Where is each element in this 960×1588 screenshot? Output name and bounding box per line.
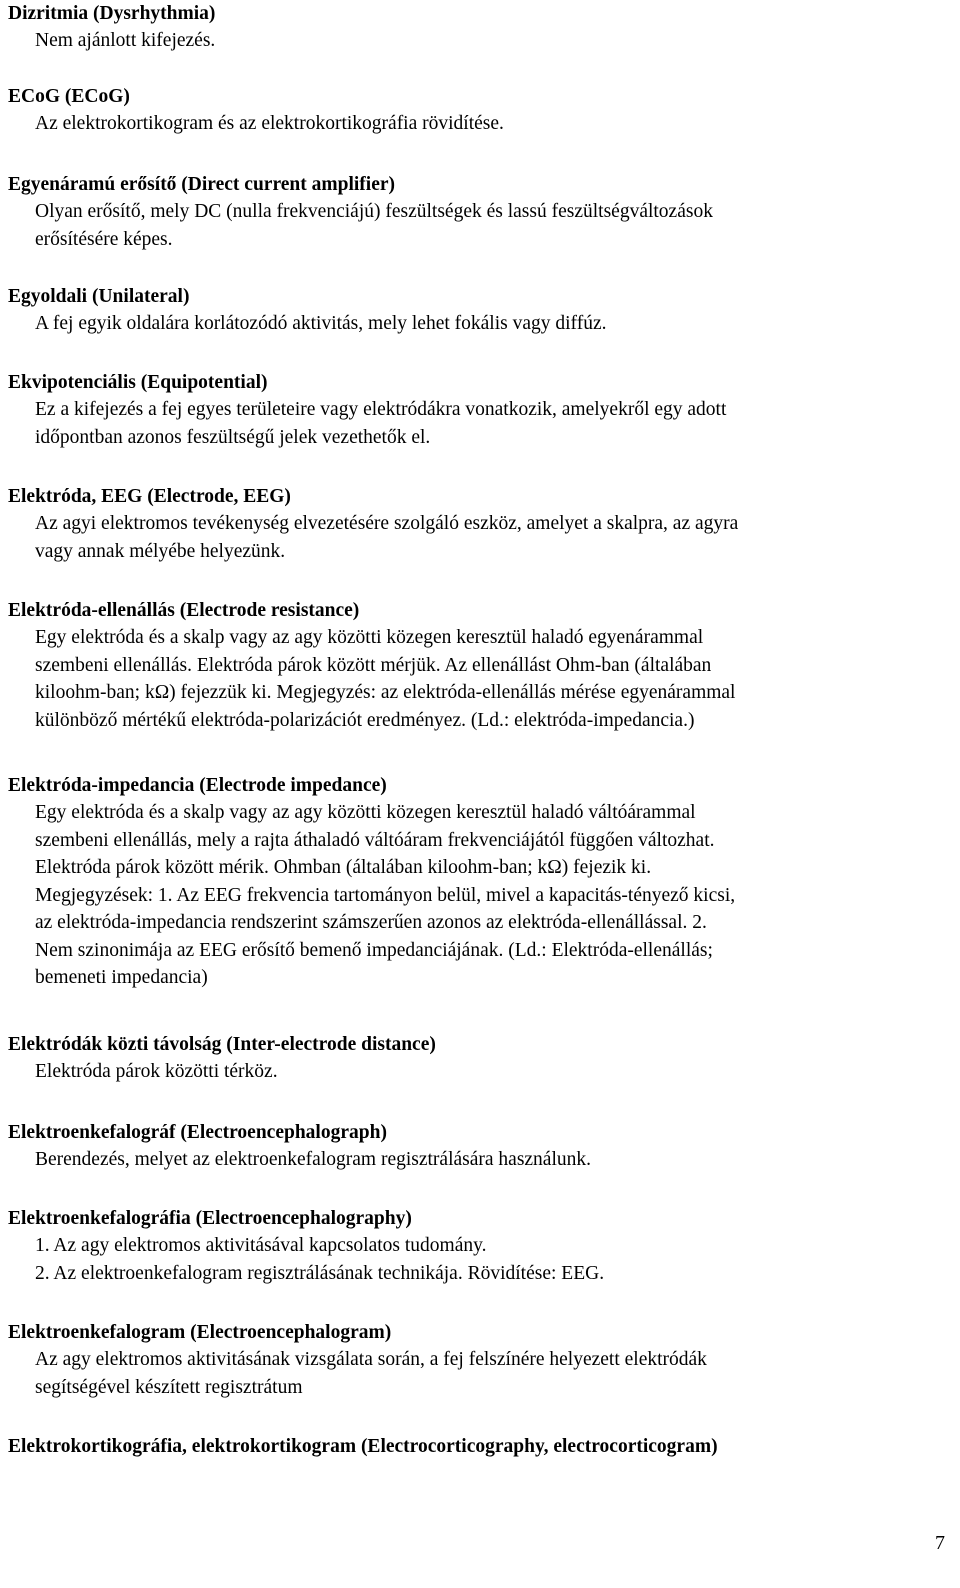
glossary-definition [35,799,735,992]
definition-line: Az elektrokortikogram és az elektrokortikográfia rövidítése. [35,113,504,134]
definition-line: Nem szinonimája az EEG erősítő bemenő impedanciájának. (Ld.: Elektróda-ellenállás; [35,939,713,961]
glossary-definition [35,510,738,565]
glossary-entry [8,483,738,565]
glossary-term: Elektroenkefalográf (Electroencephalograph) [8,1122,387,1143]
glossary-entry [8,0,215,55]
definition-line: Nem ajánlott kifejezés. [35,30,216,51]
glossary-term: Egyenáramú erősítő (Direct current amplifier) [8,174,396,195]
glossary-definition [35,1058,436,1086]
glossary-term: Elektróda-ellenállás (Electrode resistance) [8,600,360,621]
glossary-term: ECoG (ECoG) [8,86,130,107]
glossary-entry [8,171,713,253]
definition-line: 1. Az agy elektromos aktivitásával kapcsolatos tudomány. [35,1235,487,1256]
glossary-term: Elektródák közti távolság (Inter-electrode distance) [8,1034,436,1055]
definition-line: A fej egyik oldalára korlátozódó aktivitás, mely lehet fokális vagy diffúz. [35,313,607,334]
glossary-entry [8,1119,591,1174]
glossary-term: Egyoldali (Unilateral) [8,286,190,307]
glossary-term: Elektroenkefalogram (Electroencephalogram) [8,1322,392,1343]
definition-line: időpontban azonos feszültségű jelek vezethetők el. [35,426,431,448]
glossary-definition [35,27,215,55]
glossary-definition [35,198,713,253]
definition-line: 2. Az elektroenkefalogram regisztrálásának technikája. Rövidítése: EEG. [35,1262,605,1284]
definition-line: vagy annak mélyébe helyezünk. [35,540,286,562]
glossary-definition [35,1146,591,1174]
glossary-term: Elektrokortikográfia, elektrokortikogram (Electrocorticography, electrocorticogram) [8,1436,718,1457]
glossary-definition [35,396,726,451]
glossary-term: Dizritmia (Dysrhythmia) [8,3,216,24]
definition-line: erősítésére képes. [35,228,173,250]
glossary-definition [35,1232,604,1287]
definition-line: Olyan erősítő, mely DC (nulla frekvenciájú) feszültségek és lassú feszültségváltozások [35,201,713,222]
glossary-entry [8,369,726,451]
definition-line: Elektróda párok között mérik. Ohmban (általában kiloohm-ban; kΩ) fejezik ki. [35,857,652,878]
definition-line: kiloohm-ban; kΩ) fejezzük ki. Megjegyzés: az elektróda-ellenállás mérése egyenárammal [35,682,736,703]
definition-line: Megjegyzések: 1. Az EEG frekvencia tartományon belül, mivel a kapacitás-tényező kicsi, [35,884,736,906]
glossary-term: Ekvipotenciális (Equipotential) [8,372,268,393]
definition-line: Egy elektróda és a skalp vagy az agy közötti közegen keresztül haladó váltóárammal [35,802,696,823]
definition-line: az elektróda-impedancia rendszerint számszerűen azonos az elektróda-ellenállással. 2. [35,912,707,933]
glossary-term: Elektroenkefalográfia (Electroencephalography) [8,1208,412,1229]
definition-line: Egy elektróda és a skalp vagy az agy közötti közegen keresztül haladó egyenárammal [35,627,704,648]
definition-line: segítségével készített regisztrátum [35,1376,303,1398]
definition-line: Berendezés, melyet az elektroenkefalogram regisztrálására használunk. [35,1149,592,1170]
glossary-term: Elektróda, EEG (Electrode, EEG) [8,486,291,507]
glossary-entry [8,1205,604,1287]
glossary-definition [35,1346,707,1401]
glossary-entry [8,283,606,338]
glossary-definition [35,624,735,734]
definition-line: szembeni ellenállás, mely a rajta áthaladó váltóáram frekvenciájától függően változhat. [35,829,715,851]
glossary-entry [8,1433,718,1460]
page-number: 7 [935,1532,945,1554]
definition-line: szembeni ellenállás. Elektróda párok között mérjük. Az ellenállást Ohm-ban (általában [35,654,712,676]
glossary-entry [8,1031,436,1086]
definition-line: bemeneti impedancia) [35,967,208,988]
definition-line: Ez a kifejezés a fej egyes területeire vagy elektródákra vonatkozik, amelyekről egy adott [35,399,727,420]
glossary-term: Elektróda-impedancia (Electrode impedance) [8,775,387,796]
glossary-entry [8,1319,707,1401]
glossary-definition [35,110,504,138]
glossary-entry [8,83,504,138]
glossary-definition [35,310,606,338]
definition-line: Az agyi elektromos tevékenység elvezetésére szolgáló eszköz, amelyet a skalpra, az agyra [35,513,739,534]
definition-line: különböző mértékű elektróda-polarizációt eredményez. (Ld.: elektróda-impedancia.) [35,709,695,731]
glossary-entry [8,772,735,992]
definition-line: Elektróda párok közötti térköz. [35,1061,278,1082]
glossary-entry [8,597,735,734]
definition-line: Az agy elektromos aktivitásának vizsgálata során, a fej felszínére helyezett elektródák [35,1349,707,1370]
